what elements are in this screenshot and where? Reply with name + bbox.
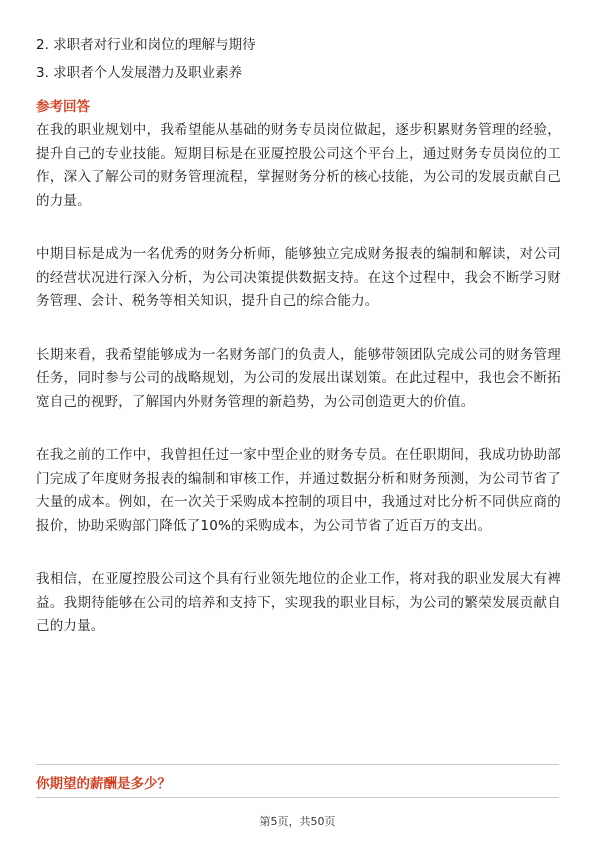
criteria-item-2: 2. 求职者对行业和岗位的理解与期待 — [36, 37, 256, 53]
section-divider-bottom — [36, 797, 559, 798]
answer-paragraph-5: 我相信，在亚厦控股公司这个具有行业领先地位的企业工作，将对我的职业发展大有裨益。我期待能够在公司的培养和支持下，实现我的职业目标，为公司的繁荣发展贡献自己的力量。 — [36, 571, 561, 634]
next-question-heading: 你期望的薪酬是多少？ — [36, 776, 171, 792]
answer-paragraph-2: 中期目标是成为一名优秀的财务分析师，能够独立完成财务报表的编制和解读，对公司的经营状况进行深入分析，为公司决策提供数据支持。在这个过程中，我会不断学习财务管理、会计、税务等相关知识，提升自己的综合能力。 — [36, 246, 561, 309]
answer-paragraph-1: 在我的职业规划中，我希望能从基础的财务专员岗位做起，逐步积累财务管理的经验，提升自己的专业技能。短期目标是在亚厦控股公司这个平台上，通过财务专员岗位的工作，深入了解公司的财务管理流程，掌握财务分析的核心技能，为公司的发展贡献自己的力量。 — [36, 122, 561, 209]
reference-answer-label: 参考回答 — [36, 99, 90, 115]
section-divider-top — [36, 764, 559, 765]
answer-paragraph-4: 在我之前的工作中，我曾担任过一家中型企业的财务专员。在任职期间，我成功协助部门完成了年度财务报表的编制和审核工作，并通过数据分析和财务预测，为公司节省了大量的成本。例如，在一次关于采购成本控制的项目中，我通过对比分析不同供应商的报价，协助采购部门降低了10%的采购成本，为公司节省了近百万的支出。 — [36, 447, 561, 534]
reference-answer-body — [36, 119, 561, 669]
criteria-item-3: 3. 求职者个人发展潜力及职业素养 — [36, 65, 243, 81]
page-number-footer: 第5页，共50页 — [259, 815, 336, 828]
answer-paragraph-3: 长期来看，我希望能够成为一名财务部门的负责人，能够带领团队完成公司的财务管理任务，同时参与公司的战略规划，为公司的发展出谋划策。在此过程中，我也会不断拓宽自己的视野，了解国内外财务管理的新趋势，为公司创造更大的价值。 — [36, 346, 561, 410]
